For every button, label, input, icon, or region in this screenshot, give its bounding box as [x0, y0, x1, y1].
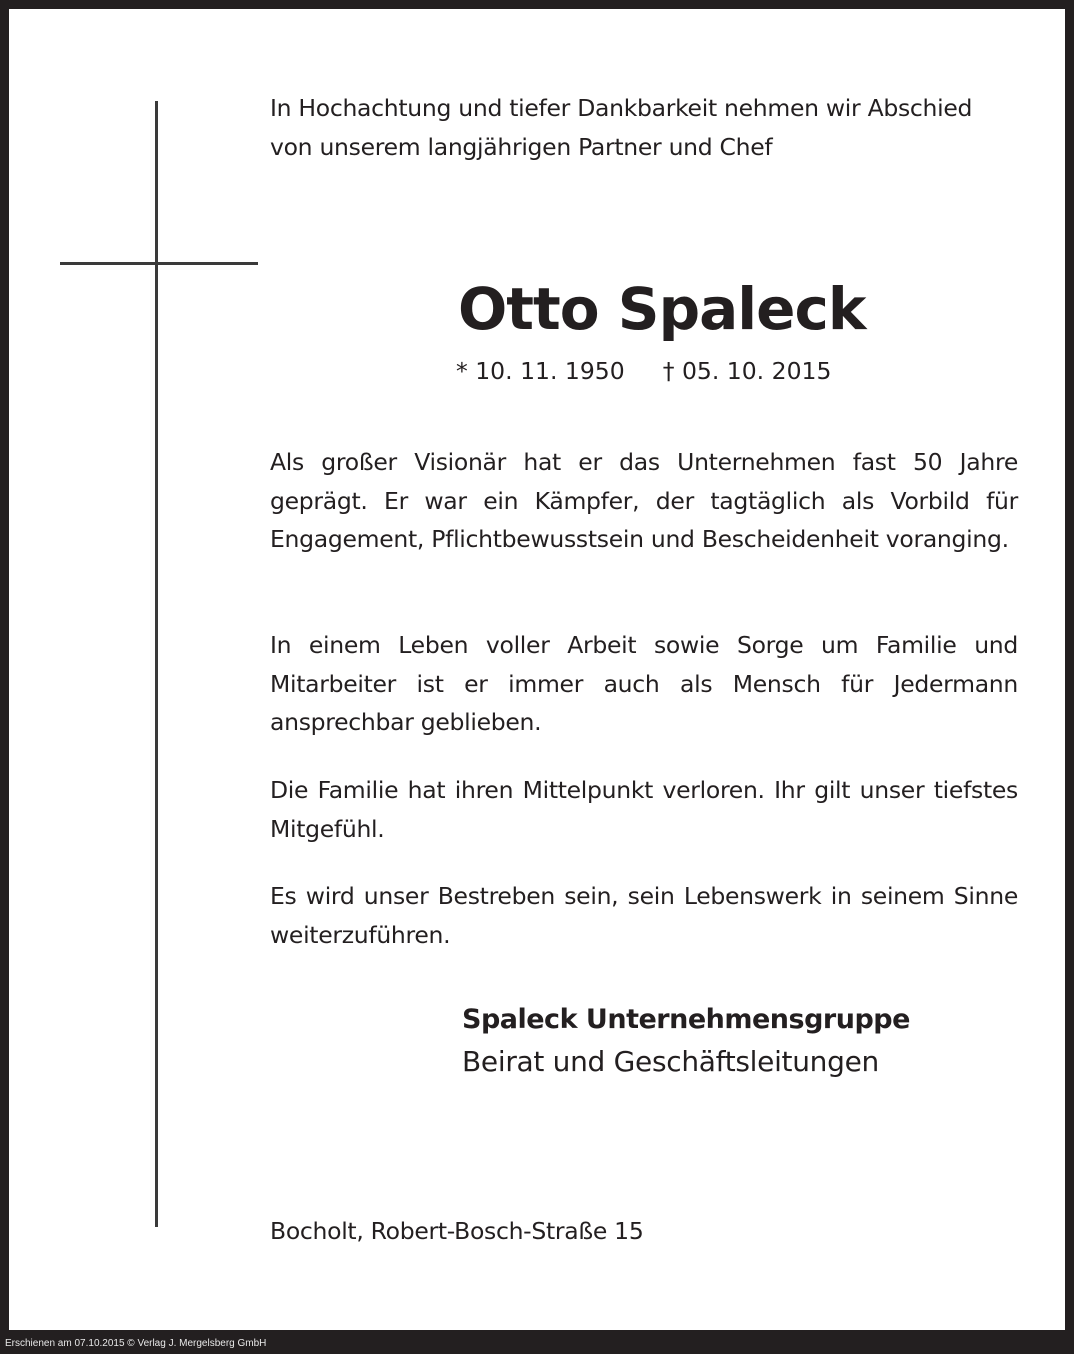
signature-company: Spaleck Unternehmensgruppe	[462, 1004, 910, 1035]
cross-icon-horizontal	[60, 262, 258, 265]
death-date: † 05. 10. 2015	[662, 357, 832, 385]
birth-date: * 10. 11. 1950	[456, 357, 625, 385]
paragraph: Es wird unser Bestreben sein, sein Lebenswerk in seinem Sinne weiterzuführen.	[270, 882, 1018, 949]
publication-footer: Erschienen am 07.10.2015 © Verlag J. Mergelsberg GmbH	[5, 1338, 267, 1349]
signature-board: Beirat und Geschäftsleitungen	[462, 1045, 879, 1078]
cross-icon-vertical	[155, 101, 158, 1227]
intro-text: In Hochachtung und tiefer Dankbarkeit nehmen wir Abschied von unserem langjährigen Partner und Chef	[270, 94, 973, 161]
life-dates	[456, 357, 831, 385]
address: Bocholt, Robert-Bosch-Straße 15	[270, 1217, 644, 1245]
paragraph: In einem Leben voller Arbeit sowie Sorge um Familie und Mitarbeiter ist er immer auch als Mensch für Jedermann ansprechbar geblieben.	[270, 631, 1018, 736]
paragraph: Die Familie hat ihren Mittelpunkt verloren. Ihr gilt unser tiefstes Mitgefühl.	[270, 776, 1018, 843]
deceased-name: Otto Spaleck	[458, 275, 866, 343]
paragraph: Als großer Visionär hat er das Unternehmen fast 50 Jahre geprägt. Er war ein Kämpfer, der tagtäglich als Vorbild für Engagement, Pflichtbewusstsein und Bescheidenheit voranging.	[270, 448, 1018, 553]
obituary-notice	[9, 9, 1065, 1330]
